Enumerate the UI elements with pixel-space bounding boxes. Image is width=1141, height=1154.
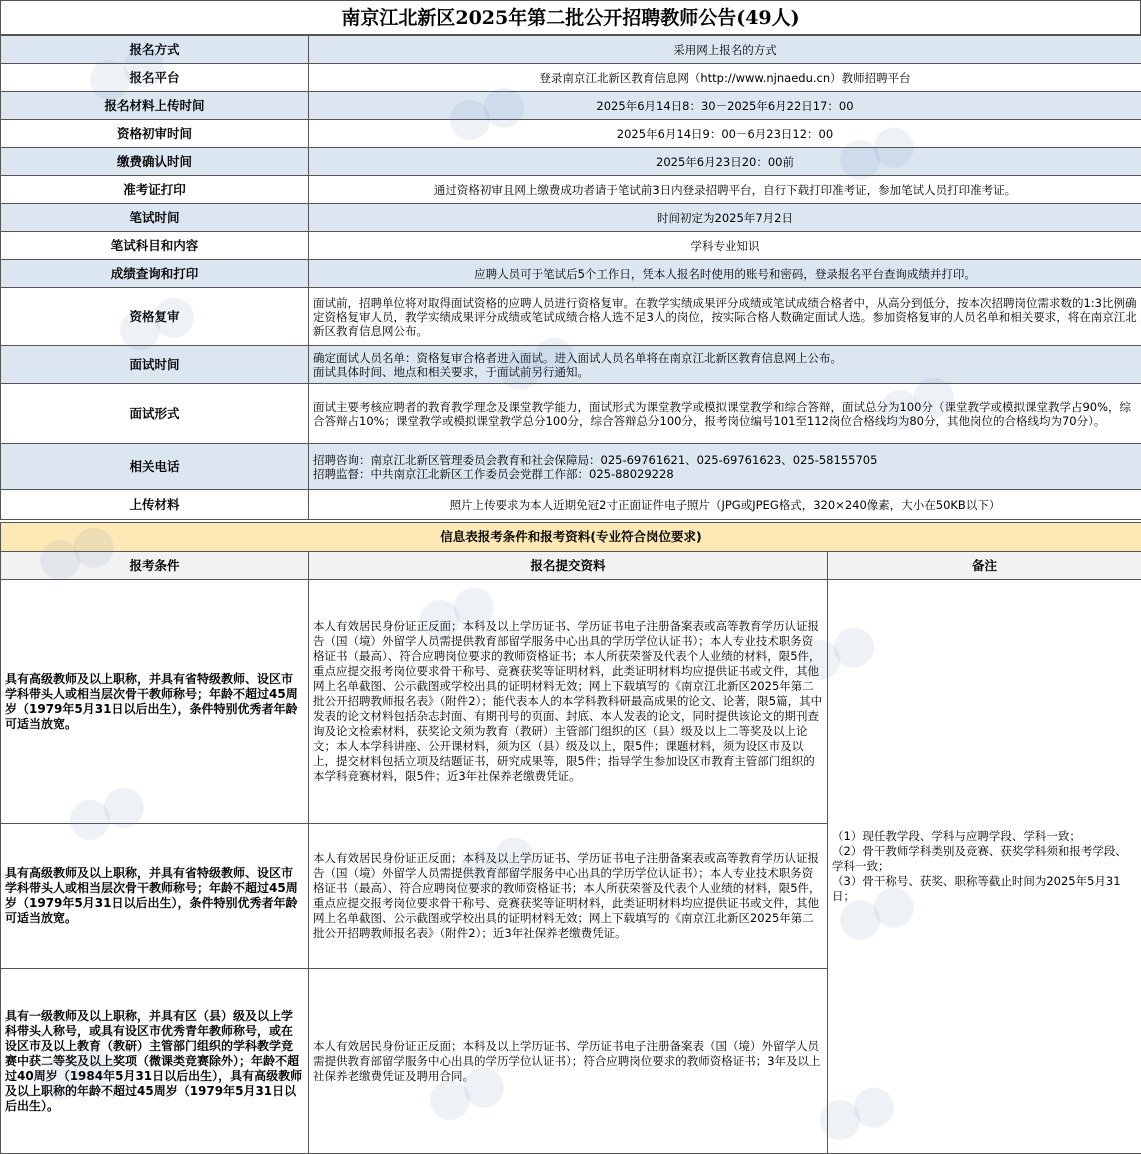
- row-value: 登录南京江北新区教育信息网（http://www.njnaedu.cn）教师招聘平台: [309, 64, 1141, 92]
- table-row: [1, 260, 1141, 288]
- row-value: 面试主要考核应聘者的教育教学理念及课堂教学能力，面试形式为课堂教学或模拟课堂教学和综合答辩，面试总分为100分（课堂教学或模拟课堂教学占90%，综合答辩占10%；课堂教学或模拟课堂教学总分100分，综合答辩总分100分，报考岗位编号101至112岗位合格线均为80分，其他岗位的合格线均为70分）。: [309, 384, 1141, 444]
- row-value-line: 招聘监督：中共南京江北新区工作委员会党群工作部：025-88029228: [313, 467, 1137, 481]
- row-label: 上传材料: [1, 490, 309, 520]
- row-label: 面试形式: [1, 384, 309, 444]
- column-header-notes: 备注: [828, 552, 1141, 580]
- table-row: [1, 580, 1141, 824]
- row-label: 面试时间: [1, 346, 309, 384]
- condition-cell: 具有高级教师及以上职称，并具有省特级教师、设区市学科带头人或相当层次骨干教师称号；年龄不超过45周岁（1979年5月31日以后出生），条件特别优秀者年龄可适当放宽。: [1, 824, 309, 969]
- materials-cell: 本人有效居民身份证正反面；本科及以上学历证书、学历证书电子注册备案表或高等教育学历认证报告（国（境）外留学人员需提供教育部留学服务中心出具的学历学位认证书）；本人专业技术职务资格证书（最高）、符合应聘岗位要求的教师资格证书；本人所获荣誉及代表个人业绩的材料，限5件，重点应提交报考岗位要求骨干称号、竞赛获奖等证明材料，此类证明材料均应提供证书或文件，其他网上名单截图、公示截图或学校出具的证明材料无效；网上下载填写的《南京江北新区2025年第二批公开招聘教师报名表》（附件2）；能代表本人的本学科教科研最高成果的论文、论著，限5篇，其中发表的论文材料包括杂志封面、有期刊号的页面、封底、本人发表的论文，同时提供该论文的期刊查询及论文检索材料，获奖论文须为教育（教研）主管部门组织的区（县）级及以上二等奖及以上论文；本人本学科讲座、公开课材料，须为区（县）级及以上，限5件；课题材料，须为设区市及以上，提交材料包括立项及结题证书，研究成果等，限5件；指导学生参加设区市教育主管部门组织的本学科竞赛材料，限5件；近3年社保养老缴费凭证。: [309, 580, 828, 824]
- page-title: 南京江北新区2025年第二批公开招聘教师公告(49人): [0, 0, 1141, 35]
- table-row: [1, 444, 1141, 490]
- section-title: 信息表报考条件和报考资料(专业符合岗位要求): [1, 523, 1141, 552]
- row-value: 2025年6月14日9：00－6月23日12：00: [309, 120, 1141, 148]
- table-row: [1, 120, 1141, 148]
- section-header-row: [1, 523, 1141, 552]
- column-header-materials: 报名提交资料: [309, 552, 828, 580]
- table-row: [1, 346, 1141, 384]
- row-label: 报名平台: [1, 64, 309, 92]
- materials-cell: 本人有效居民身份证正反面；本科及以上学历证书、学历证书电子注册备案表或高等教育学历认证报告（国（境）外留学人员需提供教育部留学服务中心出具的学历学位认证书）；本人专业技术职务资格证书（最高）、符合应聘岗位要求的教师资格证书；本人所获荣誉及代表个人业绩的材料，限5件，重点应提交报考岗位要求骨干称号、竞赛获奖等证明材料，此类证明材料均应提供证书或文件，其他网上名单截图、公示截图或学校出具的证明材料无效；网上下载填写的《南京江北新区2025年第二批公开招聘教师报名表》（附件2）；近3年社保养老缴费凭证。: [309, 824, 828, 969]
- table-row: [1, 384, 1141, 444]
- row-label: 成绩查询和打印: [1, 260, 309, 288]
- table-row: [1, 204, 1141, 232]
- table-row: [1, 148, 1141, 176]
- table-row: [1, 288, 1141, 346]
- row-label: 报名材料上传时间: [1, 92, 309, 120]
- column-header-row: [1, 552, 1141, 580]
- row-label: 资格初审时间: [1, 120, 309, 148]
- row-value: [309, 346, 1141, 384]
- table-row: [1, 64, 1141, 92]
- row-value: 2025年6月14日8：30－2025年6月22日17：00: [309, 92, 1141, 120]
- row-label: 笔试科目和内容: [1, 232, 309, 260]
- row-value: 面试前，招聘单位将对取得面试资格的应聘人员进行资格复审。在教学实绩成果评分成绩或笔试成绩合格者中，从高分到低分，按本次招聘岗位需求数的1:3比例确定资格复审人员，教学实绩成果评分成绩或笔试成绩合格人选不足3人的岗位，按实际合格人数确定面试人选。参加资格复审的人员名单和相关要求，将在南京江北新区教育信息网公布。: [309, 288, 1141, 346]
- row-value: 采用网上报名的方式: [309, 36, 1141, 64]
- row-label: 笔试时间: [1, 204, 309, 232]
- row-value: 学科专业知识: [309, 232, 1141, 260]
- row-label: 准考证打印: [1, 176, 309, 204]
- condition-cell: 具有一级教师及以上职称，并具有区（县）级及以上学科带头人称号，或具有设区市优秀青年教师称号，或在设区市及以上教育（教研）主管部门组织的学科教学竞赛中获二等奖及以上奖项（微课类竞赛除外）；年龄不超过40周岁（1984年5月31日以后出生），具有高级教师及以上职称的年龄不超过45周岁（1979年5月31日以后出生）。: [1, 969, 309, 1154]
- table-row: [1, 232, 1141, 260]
- row-value-line: 确定面试人员名单：资格复审合格者进入面试。进入面试人员名单将在南京江北新区教育信息网上公布。: [313, 351, 1137, 365]
- table-row: [1, 36, 1141, 64]
- table-row: [1, 92, 1141, 120]
- requirements-table: [0, 522, 1141, 1154]
- row-label: 缴费确认时间: [1, 148, 309, 176]
- row-value-line: 招聘咨询：南京江北新区管理委员会教育和社会保障局：025-69761621、025-69761623、025-58155705: [313, 453, 1137, 467]
- row-label: 相关电话: [1, 444, 309, 490]
- row-value: 照片上传要求为本人近期免冠2寸正面证件电子照片（JPG或JPEG格式，320×240像素，大小在50KB以下）: [309, 490, 1141, 520]
- row-value-line: 面试具体时间、地点和相关要求，于面试前另行通知。: [313, 365, 1137, 379]
- row-value: 应聘人员可于笔试后5个工作日，凭本人报名时使用的账号和密码，登录报名平台查询成绩并打印。: [309, 260, 1141, 288]
- row-value: [309, 444, 1141, 490]
- note-line: （2）骨干教师学科类别及竞赛、获奖学科须和报考学段、学科一致；: [832, 844, 1137, 874]
- row-label: 报名方式: [1, 36, 309, 64]
- notes-cell: [828, 580, 1141, 1154]
- row-value: 2025年6月23日20：00前: [309, 148, 1141, 176]
- column-header-condition: 报考条件: [1, 552, 309, 580]
- row-label: 资格复审: [1, 288, 309, 346]
- row-value: 通过资格初审且网上缴费成功者请于笔试前3日内登录招聘平台，自行下载打印准考证，参加笔试人员打印准考证。: [309, 176, 1141, 204]
- row-value: 时间初定为2025年7月2日: [309, 204, 1141, 232]
- notice-info-table: [0, 35, 1141, 520]
- table-row: [1, 490, 1141, 520]
- materials-cell: 本人有效居民身份证正反面；本科及以上学历证书、学历证书电子注册备案表（国（境）外留学人员需提供教育部留学服务中心出具的学历学位认证书）；符合应聘岗位要求的教师资格证书；3年及以上社保养老缴费凭证及聘用合同。: [309, 969, 828, 1154]
- note-line: （3）骨干称号、获奖、职称等截止时间为2025年5月31日；: [832, 874, 1137, 904]
- condition-cell: 具有高级教师及以上职称，并具有省特级教师、设区市学科带头人或相当层次骨干教师称号；年龄不超过45周岁（1979年5月31日以后出生），条件特别优秀者年龄可适当放宽。: [1, 580, 309, 824]
- table-row: [1, 176, 1141, 204]
- note-line: （1）现任教学段、学科与应聘学段、学科一致；: [832, 829, 1137, 844]
